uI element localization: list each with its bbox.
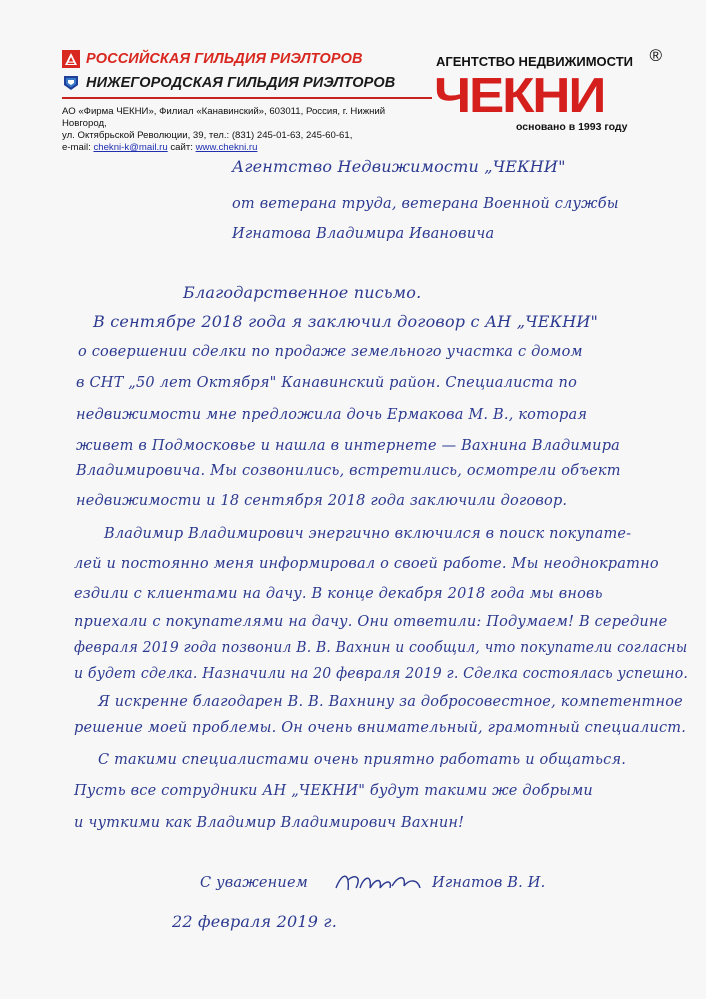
- letterhead-divider: [62, 97, 432, 99]
- letter-line: приехали с покупателями на дачу. Они ответили: Подумаем! В середине: [74, 614, 668, 630]
- letter-line: С такими специалистами очень приятно работать и общаться.: [98, 752, 627, 768]
- brand-agency-label: АГЕНТСТВО НЕДВИЖИМОСТИ: [436, 54, 633, 69]
- letter-line: в СНТ „50 лет Октября" Канавинский район. Специалиста по: [76, 375, 578, 391]
- guild-row-russian: [62, 50, 363, 68]
- letter-line: и будет сделка. Назначили на 20 февраля 2019 г. Сделка состоялась успешно.: [74, 666, 689, 682]
- letter-from-line-2: Игнатова Владимира Ивановича: [232, 226, 495, 242]
- letter-signer: Игнатов В. И.: [432, 875, 546, 891]
- email-label: e-mail:: [62, 142, 94, 153]
- letter-line: живет в Подмосковье и нашла в интернете — Вахнина Владимира: [76, 438, 621, 454]
- letter-line: недвижимости и 18 сентября 2018 года заключили договор.: [76, 493, 568, 509]
- letter-from-line-1: от ветерана труда, ветерана Военной службы: [232, 196, 619, 212]
- registered-mark-icon: ®: [649, 46, 662, 65]
- letter-line: решение моей проблемы. Он очень внимательный, грамотный специалист.: [74, 720, 687, 736]
- address-line-2: ул. Октябрьской Революции, 39, тел.: (831) 245-01-63, 245-60-61,: [62, 130, 353, 141]
- email-link[interactable]: chekni-k@mail.ru: [93, 142, 168, 153]
- letterhead-address: [62, 106, 422, 154]
- letter-line: Владимир Владимирович энергично включился в поиск покупате-: [104, 526, 632, 542]
- guild-flag-icon: [62, 74, 80, 92]
- letter-line: февраля 2019 года позвонил В. В. Вахнин и сообщил, что покупатели согласны: [74, 640, 688, 656]
- site-label: сайт:: [167, 142, 196, 153]
- letter-line: В сентябре 2018 года я заключил договор с АН „ЧЕКНИ": [93, 312, 599, 331]
- guild-row-nizhny: [62, 74, 395, 92]
- guild-triangle-icon: [62, 50, 80, 68]
- letter-title: Благодарственное письмо.: [183, 283, 422, 302]
- letter-line: Я искренне благодарен В. В. Вахнину за добросовестное, компетентное: [98, 694, 683, 710]
- letter-line: Пусть все сотрудники АН „ЧЕКНИ" будут такими же добрыми: [74, 783, 593, 799]
- signature-mark: [332, 868, 424, 896]
- letter-line: недвижимости мне предложила дочь Ермакова М. В., которая: [76, 407, 588, 423]
- letter-line: и чуткими как Владимир Владимирович Вахнин!: [74, 815, 465, 831]
- letter-closing: С уважением: [200, 875, 308, 891]
- contact-line: [62, 142, 422, 154]
- letter-addressee: Агентство Недвижимости „ЧЕКНИ": [232, 157, 566, 176]
- letter-line: лей и постоянно меня информировал о своей работе. Мы неоднократно: [74, 556, 659, 572]
- brand-agency-line: [436, 46, 668, 69]
- brand-logo: [436, 40, 668, 136]
- brand-name: ЧЕКНИ: [434, 69, 605, 123]
- guild-russian-label: РОССИЙСКАЯ ГИЛЬДИЯ РИЭЛТОРОВ: [86, 51, 363, 67]
- brand-since: основано в 1993 году: [516, 121, 628, 133]
- letter-line: о совершении сделки по продаже земельного участка с домом: [78, 344, 583, 360]
- letter-date: 22 февраля 2019 г.: [172, 912, 337, 931]
- site-link[interactable]: www.chekni.ru: [195, 142, 258, 153]
- letter-line: Владимировича. Мы созвонились, встретились, осмотрели объект: [76, 463, 621, 479]
- letter-line: ездили с клиентами на дачу. В конце декабря 2018 года мы вновь: [74, 586, 603, 602]
- guild-nizhny-label: НИЖЕГОРОДСКАЯ ГИЛЬДИЯ РИЭЛТОРОВ: [86, 75, 396, 91]
- address-line-1: АО «Фирма ЧЕКНИ», Филиал «Канавинский», 603011, Россия, г. Нижний Новгород,: [62, 106, 386, 129]
